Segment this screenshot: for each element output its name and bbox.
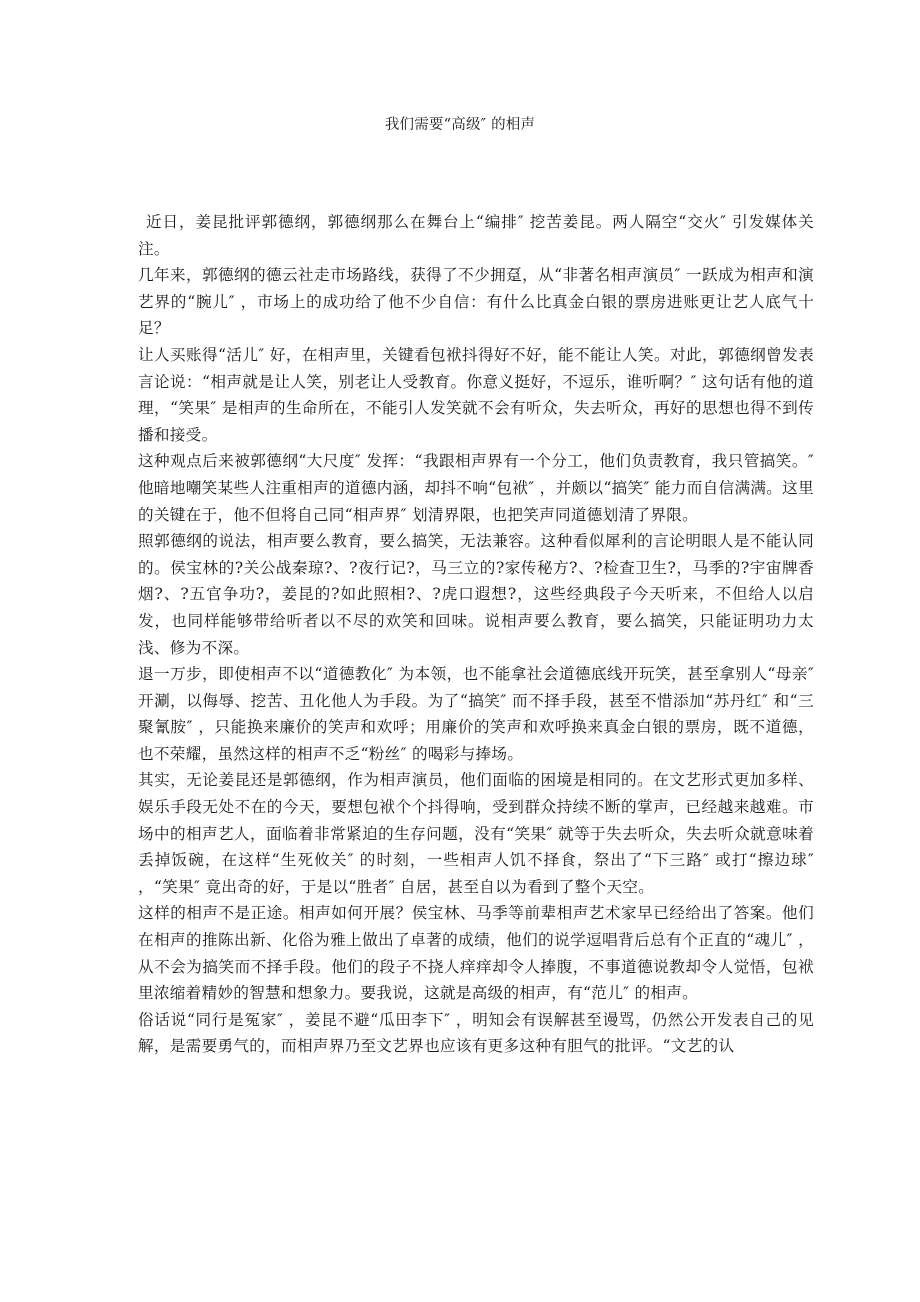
document-title: 我们需要“高级″ 的相声 <box>384 117 536 133</box>
paragraph: 近日，姜昆批评郭德纲，郭德纲那么在舞台上“编排″ 挖苦姜昆。两人隔空“交火″ 引发媒体关注。 <box>138 213 814 258</box>
paragraph: 这样的相声不是正途。相声如何开展？侯宝林、马季等前辈相声艺术家早已经给出了答案。他们在相声的推陈出新、化俗为雅上做出了卓著的成绩，他们的说学逗唱背后总有个正直的“魂儿″ ，从不会为搞笑而不择手段。他们的段子不挠人痒痒却令人捧腹，不事道德说教却令人觉悟，包袱里浓缩着精妙的智慧和想象力。要我说，这就是高级的相声，有“范儿″ 的相声。 <box>138 904 814 1003</box>
paragraph: 退一万步，即使相声不以“道德教化″ 为本领，也不能拿社会道德底线开玩笑，甚至拿别人“母亲″ 开涮，以侮辱、挖苦、丑化他人为手段。为了“搞笑″ 而不择手段，甚至不惜添加“苏丹红″ 和“三聚氰胺″ ，只能换来廉价的笑声和欢呼；用廉价的笑声和欢呼换来真金白银的票房，既不道德，也不荣耀，虽然这样的相声不乏“粉丝″ 的喝彩与捧场。 <box>138 665 814 763</box>
document-body <box>138 209 814 1060</box>
paragraph: 照郭德纲的说法，相声要么教育，要么搞笑，无法兼容。这种看似犀利的言论明眼人是不能认同的。侯宝林的?关公战秦琼?、?夜行记?，马三立的?家传秘方?、?检查卫生?，马季的?宇宙牌香烟?、?五官争功?，姜昆的?如此照相?、?虎口遐想?，这些经典段子今天听来，不但给人以启发，也同样能够带给听者以不尽的欢笑和回味。说相声要么教育，要么搞笑，只能证明功力太浅、修为不深。 <box>138 532 814 657</box>
paragraph: 其实，无论姜昆还是郭德纲，作为相声演员，他们面临的困境是相同的。在文艺形式更加多样、娱乐手段无处不在的今天，要想包袱个个抖得响，受到群众持续不断的掌声，已经越来越难。市场中的相声艺人，面临着非常紧迫的生存问题，没有“笑果″ 就等于失去听众，失去听众就意味着丢掉饭碗，在这样“生死攸关″ 的时刻，一些相声人饥不择食，祭出了“下三路″ 或打“擦边球″ ，“笑果″ 竟出奇的好，于是以“胜者″ 自居，甚至自以为看到了整个天空。 <box>138 771 814 896</box>
paragraph: 俗话说“同行是冤家″ ，姜昆不避“瓜田李下″ ，明知会有误解甚至谩骂，仍然公开发表自己的见解，是需要勇气的，而相声界乃至文艺界也应该有更多这种有胆气的批评。“文艺的认 <box>138 1010 814 1056</box>
paragraph: 这种观点后来被郭德纲“大尺度″ 发挥：“我跟相声界有一个分工，他们负责教育，我只管搞笑。″ 他暗地嘲笑某些人注重相声的道德内涵，却抖不响“包袱″ ，并颇以“搞笑″ 能力而自信满满。这里的关键在于，他不但将自己同“相声界″ 划清界限，也把笑声同道德划清了界限。 <box>138 452 814 524</box>
paragraph: 让人买账得“活儿″ 好，在相声里，关键看包袱抖得好不好，能不能让人笑。对此，郭德纲曾发表言论说：“相声就是让人笑，别老让人受教育。你意义挺好，不逗乐，谁听啊？″ 这句话有他的道理，“笑果″ 是相声的生命所在，不能引人发笑就不会有听众，失去听众，再好的思想也得不到传播和接受。 <box>138 345 814 444</box>
paragraph: 几年来，郭德纲的德云社走市场路线，获得了不少拥趸，从“非著名相声演员″ 一跃成为相声和演艺界的“腕儿″ ，市场上的成功给了他不少自信：有什么比真金白银的票房进账更让艺人底气十足？ <box>138 266 814 338</box>
